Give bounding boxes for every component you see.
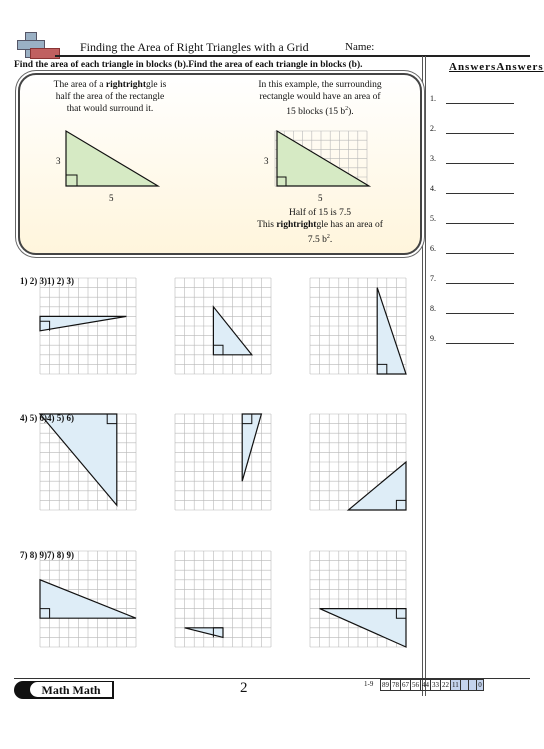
example-width-label-left: 5: [109, 193, 114, 203]
answer-number: 1.: [430, 94, 436, 103]
answer-number: 8.: [430, 304, 436, 313]
score-table: [380, 679, 484, 691]
score-cell: 0: [478, 681, 482, 689]
page-number: 2: [240, 680, 248, 696]
score-cell: 33: [432, 681, 439, 689]
answer-number: 4.: [430, 184, 436, 193]
problem-grid: [310, 414, 406, 510]
problem-grid: [40, 278, 136, 374]
example-height-label-right: 3: [264, 156, 269, 166]
problem-grid: [40, 414, 136, 510]
example-triangle-grid: [275, 131, 369, 186]
example-right-text: In this example, the surrounding rectangle would have an area of 15 blocks (15 $b^2$).: [258, 80, 382, 118]
answer-number: 7.: [430, 274, 436, 283]
problem-grid: [310, 278, 406, 374]
answer-number: 5.: [430, 214, 436, 223]
problem-grid: [175, 414, 271, 510]
score-cell: 89: [382, 681, 389, 689]
score-cell: 78: [392, 681, 399, 689]
problem-grid: [40, 551, 136, 647]
answer-number: 9.: [430, 334, 436, 343]
worksheet-title: Finding the Area of Right Triangles with a Grid: [80, 40, 309, 54]
answer-number: 6.: [430, 244, 436, 253]
example-triangle-left: [66, 131, 158, 186]
score-cell: 56: [412, 681, 419, 689]
row-label-2: 4) 5) 6)4) 5) 6): [20, 413, 74, 423]
score-cell: [461, 680, 469, 690]
score-cell: 22: [442, 681, 449, 689]
problem-grid: [175, 551, 271, 647]
example-height-label-left: 3: [56, 156, 61, 166]
problem-triangle: [377, 288, 406, 374]
row-label-3: 7) 8) 9)7) 8) 9): [20, 550, 74, 560]
problem-triangle: [40, 316, 126, 330]
example-result-text: Half of 15 is 7.5 This rightrightgle has an area of 7.5 $b^2$.: [257, 208, 383, 246]
score-cell: 44: [422, 681, 429, 689]
problem-grids: [40, 278, 406, 647]
problem-grid: [310, 551, 406, 647]
row-label-1: 1) 2) 3)1) 2) 3): [20, 276, 74, 286]
score-cell: [469, 680, 477, 690]
example-triangle: [66, 131, 158, 186]
answers-title: AnswersAnswers: [449, 61, 544, 73]
brand-name: Math Math: [30, 682, 112, 697]
example-width-label-right: 5: [318, 193, 323, 203]
answer-number: 3.: [430, 154, 436, 163]
name-label: Name:: [345, 41, 375, 53]
score-cell: 67: [402, 681, 409, 689]
answer-number: 2.: [430, 124, 436, 133]
example-left-text: The area of a rightrightgle is half the area of the rectangle that would surround it.: [53, 80, 167, 114]
problem-grid: [175, 278, 271, 374]
score-cell: 11: [452, 681, 459, 689]
score-range: 1-9: [364, 680, 374, 688]
instructions: Find the area of each triangle in blocks (b).Find the area of each triangle in blocks (b).: [14, 60, 363, 70]
